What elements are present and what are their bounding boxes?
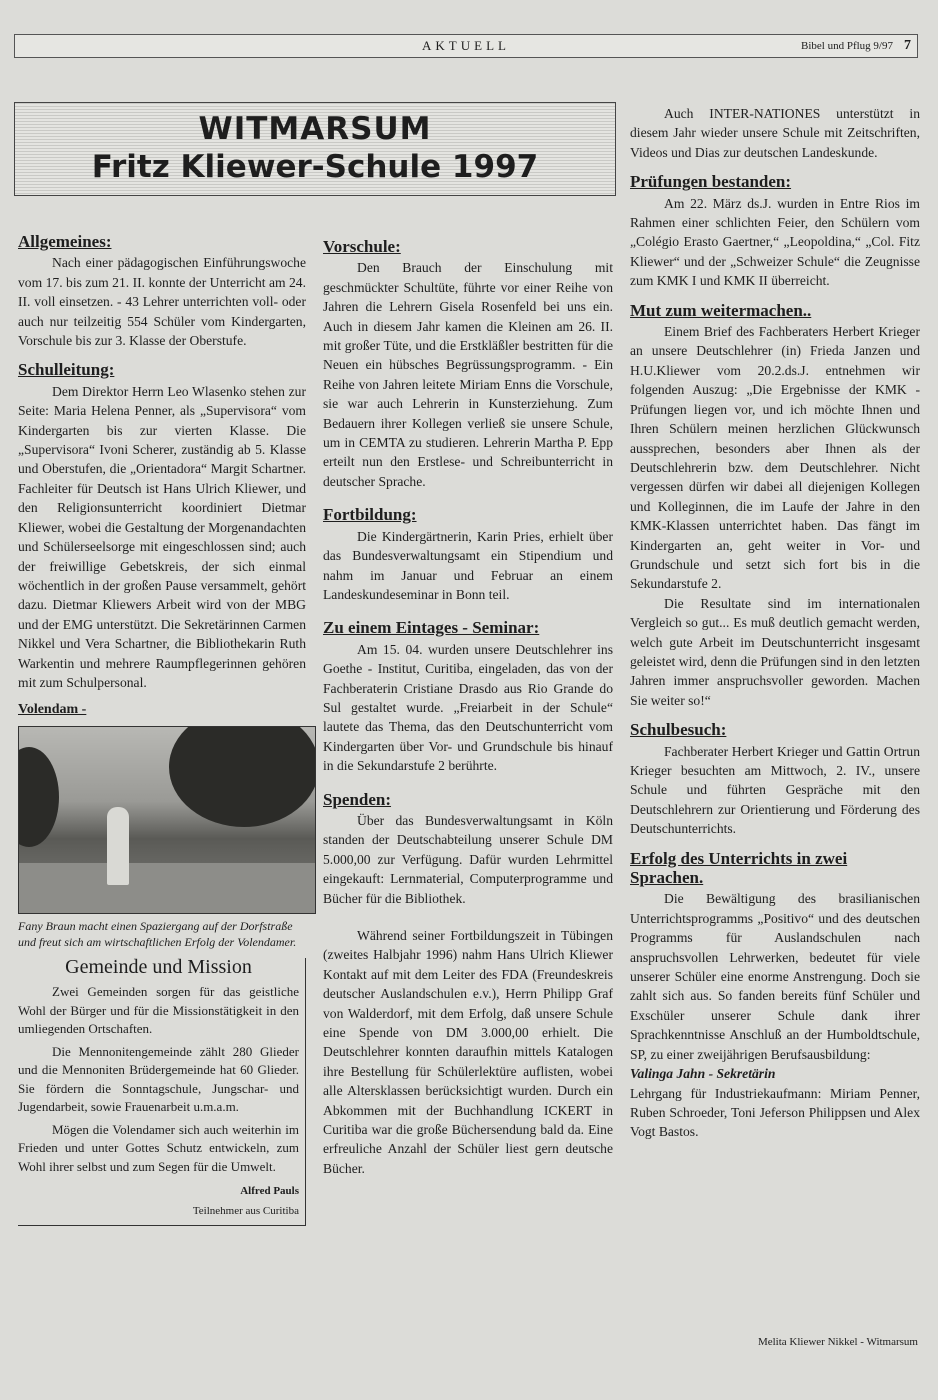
issue-label: Bibel und Pflug 9/97 xyxy=(801,40,893,52)
gm-author: Alfred Pauls xyxy=(240,1185,299,1198)
text-spenden-1: Über das Bundesverwaltungsamt in Köln standen der Deutschabteilung unserer Schule DM 5.000,00 zur Verfügung. Dafür wurden Lehrmittel eingekauft: Lernmaterial, Computerprogramme und Bücher für die Bibliothek. xyxy=(323,812,613,906)
text-schulbesuch: Fachberater Herbert Krieger und Gattin Ortrun Krieger besuchten am Mittwoch, 2. IV., unsere Schule und führten Gespräche mit den Deutschlehrern zur Orientierung und Förderung des Deutschunterrichts. xyxy=(630,743,920,837)
heading-gemeinde-mission: Gemeinde und Mission xyxy=(65,955,252,978)
road-shape xyxy=(19,863,315,913)
heading-pruefungen: Prüfungen bestanden: xyxy=(630,172,792,192)
text-mut-2: Die Resultate sind im internationalen Vergleich so gut... Es muß deutlich gemacht werden, welch gute Arbeit im Deutschunterricht insgesamt geleistet wird, denn die Prüfungen sind in den letzten Jahren immer anspruchsvoller geworden. Machen Sie weiter so!“ xyxy=(630,595,920,708)
column-3 xyxy=(630,104,920,1142)
text-seminar: Am 15. 04. wurden unsere Deutschlehrer ins Goethe - Institut, Curitiba, eingeladen, das von der Fachberaterin Cristiane Drasdo aus Rio Grande do Sul gestaltet wurde. „Freiarbeit in der Schule“ lautete das Thema, das den Deutschunterricht vom Kindergarten über Vor- und Grundschule bis hinauf in die Sekundarstufe 2 berührte. xyxy=(323,641,613,774)
gemeinde-box xyxy=(18,955,306,1226)
tree-shape xyxy=(169,726,316,827)
page-header xyxy=(14,34,918,58)
text-internationes: Auch INTER-NATIONES unterstützt in diesem Jahr wieder unsere Schule mit Zeitschriften, Videos und Dias zur deutschen Landeskunde. xyxy=(630,106,920,160)
heading-allgemeines: Allgemeines: xyxy=(18,232,112,251)
article-title-box xyxy=(14,102,616,196)
text-gm-3: Mögen die Volendamer sich auch weiterhin im Frieden und unter Gottes Schutz entwickeln, zum Wohl ihrer selbst und zum Segen für die Umwelt. xyxy=(18,1121,299,1174)
article-signature: Melita Kliewer Nikkel - Witmarsum xyxy=(757,1336,918,1348)
text-erfolg-line2: Lehrgang für Industriekaufmann: Miriam Penner, Ruben Schroeder, Toni Jeferson Philippsen und Alex Vogt Bastos. xyxy=(630,1085,920,1140)
volendam-photo xyxy=(18,726,316,914)
column-2 xyxy=(323,227,613,1178)
column-1 xyxy=(18,222,306,1226)
text-fortbildung: Die Kindergärtnerin, Karin Pries, erhielt über das Bundesverwaltungsamt ein Stipendium und nahm im Januar und Februar an einem Landeskundeseminar in Bonn teil. xyxy=(323,528,613,602)
text-pruefungen: Am 22. März ds.J. wurden in Entre Rios im Rahmen einer schlichten Feier, den Schülern vom „Colégio Erasto Gaertner,“ „Leopoldina,“ „Col. Fitz Kliewer“ und der „Schweizer Schule“ die Zeugnisse zum KMK I und KMK II überreicht. xyxy=(630,195,920,289)
text-schulleitung: Dem Direktor Herrn Leo Wlasenko stehen zur Seite: Maria Helena Penner, als „Supervisora“ vom Kindergarten bis zur vierten Klasse. Die „Supervisora“ Ivoni Scherer, zuständig ab 5. Klasse und Oberstufen, die „Orientadora“ Margit Schartner. Fachleiter für Deutsch ist Hans Ulrich Kliewer, und den Religionsunterricht koordiniert Dietmar Kliewer, wobei die Gestaltung der Morgenandachten und Schülerseelsorge mit eingeschlossen sind; auch der freiwillige Gebetskreis, der sich einmal wöchentlich in der großen Pause versammelt, gehört dazu. Dietmar Kliewers Arbeit wird von der MBG und der EMG unterstützt. Die Sekretärinnen Carmen Nikkel und Vera Schartner, die Bibliothekarin Ruth Warkentin und mehrere Raumpflegerinnen gehören mit zum Schulpersonal. xyxy=(18,383,306,690)
text-spenden-2: Während seiner Fortbildungszeit in Tübingen (zweites Halbjahr 1996) nahm Hans Ulrich Kliewer Kontakt auf mit dem Leiter des FDA (Freundeskreis deutscher Auslandschulen e.v.), Herrn Philipp Graf von Walderdorf, mit dem Erfolg, daß unsere Schule eine Spende von DM 3.000,00 erhielt. Die Deutschlehrer konnten daraufhin mittels Katalogen ihre Bestellung für Schülerlektüre auflisten, wobei alle Altersklassen berücksichtigt wurden. Durch ein Abkommen mit der Buchhandlung ICKERT in Curitiba war die große Büchersendung bald da. Eine erfreuliche Anzahl der Schüler liest gern deutsche Bücher. xyxy=(323,928,613,1176)
heading-schulleitung: Schulleitung: xyxy=(18,360,115,380)
photo-caption: Fany Braun macht einen Spaziergang auf der Dorfstraße und freut sich am wirtschaftlichen Erfolg der Volendamer. xyxy=(18,918,297,949)
text-gm-1: Zwei Gemeinden sorgen für das geistliche Wohl der Bürger und für die Missionstätigkeit in den umliegenden Ortschaften. xyxy=(18,984,299,1037)
tree-shape xyxy=(18,747,59,847)
heading-spenden: Spenden: xyxy=(323,789,392,809)
heading-mut: Mut zum weitermachen.. xyxy=(630,300,812,320)
heading-fortbildung: Fortbildung: xyxy=(323,505,417,525)
gm-author-note: Teilnehmer aus Curitiba xyxy=(192,1204,299,1217)
volendam-label: Volendam - xyxy=(18,702,87,718)
page-number: 7 xyxy=(904,38,911,53)
heading-erfolg: Erfolg des Unterrichts in zwei Sprachen. xyxy=(630,848,848,888)
heading-vorschule: Vorschule: xyxy=(323,237,401,256)
text-erfolg-line1: Valinga Jahn - Sekretärin xyxy=(630,1066,776,1082)
section-title: AKTUELL xyxy=(422,38,510,53)
text-allgemeines: Nach einer pädagogischen Einführungswoche vom 17. bis zum 21. II. konnte der Unterricht am 24. II. voll einsetzen. - 43 Lehrer unterrichten voll- oder auch nur teilzeitig 554 Schüler vom Kindergarten, Vorschule bis zur 3. Klasse der Oberstufe. xyxy=(18,255,306,349)
article-title-line2: Fritz Kliewer-Schule 1997 xyxy=(91,149,539,185)
text-erfolg: Die Bewältigung des brasilianischen Unterrichtsprogramms „Positivo“ und des deutschen Programms für Auslandschulen nach anspruchsvollen Lehrwerken, bedeutet für viele unserer Schüler eine enorme Anstrengung. Doch sie zahlt sich aus. So fanden bereits fünf Schüler und Exschüler unserer Schule dank ihrer Sprachkenntnisse Anschluß an der Humboldtschule, SP, zu einer zweijährigen Berufsausbildung: xyxy=(630,891,920,1062)
person-figure xyxy=(107,807,129,885)
heading-seminar: Zu einem Eintages - Seminar: xyxy=(323,618,540,638)
text-vorschule: Den Brauch der Einschulung mit geschmückter Schultüte, führte vor einer Reihe von Jahren die Lehrern Gisela Rosenfeld bei uns ein. Auch in diesem Jahr kamen die Kleinen am 26. II. mit großer Tüte, und die Erstkläßler bestritten für die Neuen ein hübsches Begrüssungsprogramm. - Ein Reihe von Jahren leitete Miriam Enns die Vorschule, sie war auch Lehrerin in Kunsterziehung. Zum Bedauern ihrer Kollegen verließ sie unsere Schule, um in CEMTA zu studieren. Lehrerin Martha P. Epp erteilt nun den Erstlese- und Schreibunterricht in deutscher Sprache. xyxy=(323,260,613,489)
text-gm-2: Die Mennonitengemeinde zählt 280 Glieder und die Mennoniten Brüdergemeinde hat 60 Glieder. Sie fördern die Sonntagschule, Jungschar- und Jugendarbeit, sowie Frauenarbeit u.m.a.m. xyxy=(18,1043,299,1115)
article-title-line1: WITMARSUM xyxy=(198,111,432,147)
heading-schulbesuch: Schulbesuch: xyxy=(630,720,727,740)
text-mut-1: Einem Brief des Fachberaters Herbert Krieger an unsere Deutschlehrer (in) Frieda Janzen und H.U.Kliewer vom 20.2.ds.J. entnehmen wir folgenden Auszug: „Die Ergebnisse der KMK - Prüfungen liegen vor, und ich möchte Ihnen und Ihren Schülern meinen herzlichen Glückwunsch aussprechen, besonders aber Ihnen als der Deutschlehrerin bzw. dem Deutschlehrer. Nicht vergessen dürfen wir dabei all diejenigen Kollegen und Kolleginnen, die im Laufe der Jahre in den KMK-Klassen unterrichtet haben. Das fängt im Kindergarten an, geht weiter in Vor- und Grundschule und setzt sich fort bis in die Sekundarstufe 2. xyxy=(630,324,920,592)
